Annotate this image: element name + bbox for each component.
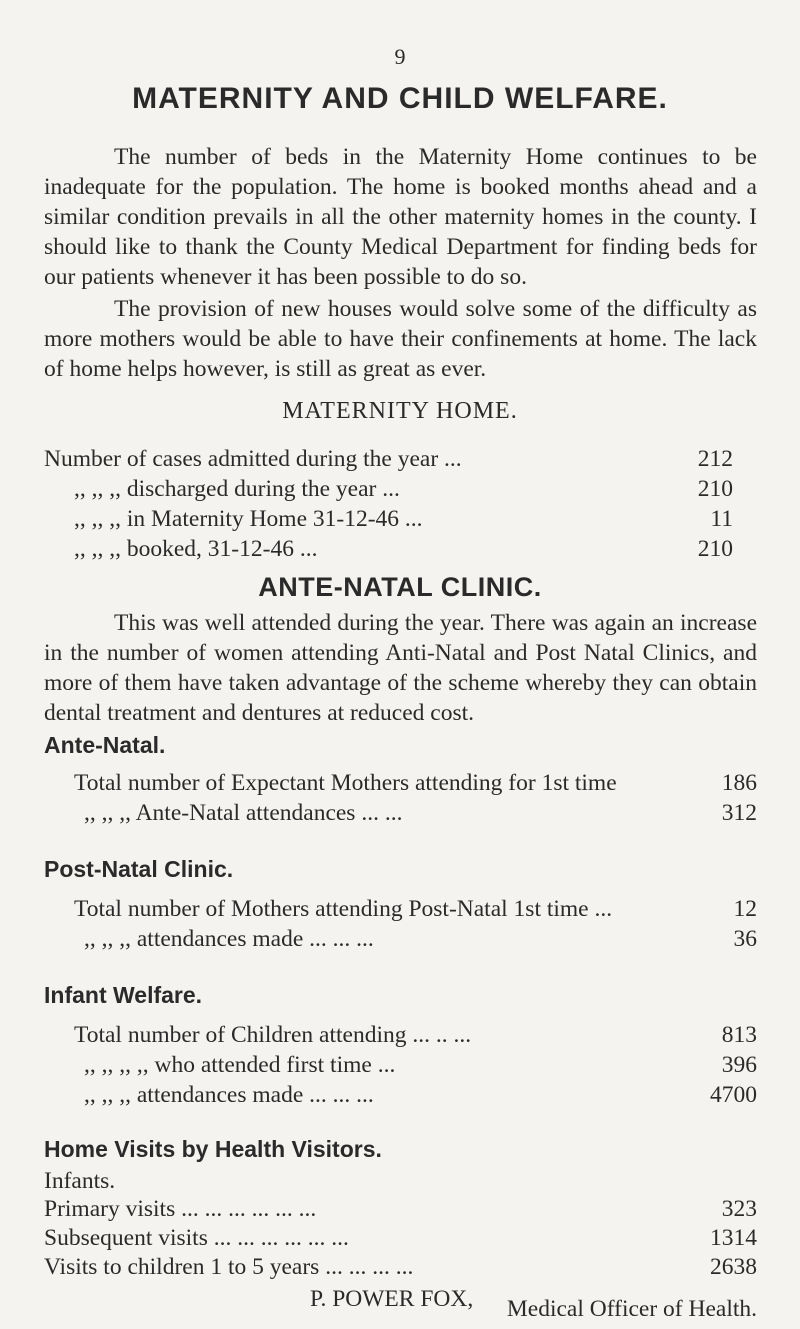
row-label: ,, ,, ,, discharged during the year ... — [74, 476, 400, 502]
ante-natal-clinic-heading: ANTE-NATAL CLINIC. — [258, 572, 542, 602]
signature-role: Medical Officer of Health. — [506, 1296, 757, 1322]
row-value: 323 — [721, 1196, 757, 1222]
infant-welfare-row — [44, 1050, 757, 1080]
page-title: MATERNITY AND CHILD WELFARE. — [132, 82, 668, 115]
ante-natal-heading: Ante-Natal. — [44, 732, 166, 758]
row-value: 186 — [721, 770, 757, 796]
row-value: 396 — [721, 1052, 757, 1078]
ante-natal-clinic-paragraph: This was well attended during the year. There was again an increase in the number of women attending Anti-Natal and Post Natal Clinics, and more of them have taken advantage of the scheme whereby they can obtain dental treatment and dentures at reduced cost. — [44, 610, 757, 726]
intro-paragraph-2: The provision of new houses would solve some of the difficulty as more mothers would be able to have their confinements at home. The lack of home helps however, is still as great as ever. — [44, 296, 757, 382]
row-label: ,, ,, ,, ,, who attended first time ... — [84, 1052, 396, 1078]
row-label: Visits to children 1 to 5 years ... ... ... ... — [44, 1254, 414, 1280]
row-label: ,, ,, ,, Ante-Natal attendances ... ... — [84, 800, 403, 826]
home-visits-row — [44, 1194, 757, 1224]
post-natal-row — [44, 924, 757, 954]
home-visits-subheading — [44, 1166, 757, 1196]
home-visits-row — [44, 1223, 757, 1253]
post-natal-row — [44, 894, 757, 924]
page-number: 9 — [394, 44, 406, 69]
row-label: Total number of Mothers attending Post-Natal 1st time ... — [74, 896, 613, 922]
maternity-home-heading: MATERNITY HOME. — [282, 398, 518, 424]
row-value: 210 — [697, 536, 733, 562]
row-label: Subsequent visits ... ... ... ... ... ... — [44, 1225, 349, 1251]
maternity-home-row — [44, 534, 757, 564]
maternity-home-row — [44, 474, 757, 504]
row-value: 210 — [697, 476, 733, 502]
row-label: Total number of Expectant Mothers attending for 1st time — [74, 770, 617, 796]
row-label: Primary visits ... ... ... ... ... ... — [44, 1196, 317, 1222]
row-value: 4700 — [710, 1082, 757, 1108]
infant-welfare-row — [44, 1020, 757, 1050]
intro-paragraph-1: The number of beds in the Maternity Home continues to be inadequate for the population. The home is booked months ahead and a similar condition prevails in all the other maternity homes in the county. I should like to thank the County Medical Department for finding beds for our patients whenever it has been possible to do so. — [44, 144, 757, 290]
infant-welfare-heading: Infant Welfare. — [44, 982, 203, 1008]
post-natal-heading: Post-Natal Clinic. — [44, 856, 234, 882]
signature-name: P. POWER FOX, — [310, 1286, 474, 1312]
infant-welfare-row — [44, 1080, 757, 1110]
row-value: 1314 — [710, 1225, 757, 1251]
row-label: Number of cases admitted during the year ... — [44, 446, 462, 472]
maternity-home-row — [44, 504, 757, 534]
row-value: 36 — [733, 926, 757, 952]
row-value: 2638 — [710, 1254, 757, 1280]
row-value: 813 — [721, 1022, 757, 1048]
row-value: 11 — [710, 506, 733, 532]
ante-natal-row — [44, 768, 757, 798]
subheading-label: Infants. — [44, 1168, 116, 1194]
row-label: ,, ,, ,, attendances made ... ... ... — [84, 1082, 374, 1108]
row-value: 312 — [721, 800, 757, 826]
home-visits-heading: Home Visits by Health Visitors. — [44, 1136, 382, 1162]
row-value: 12 — [733, 896, 757, 922]
home-visits-row — [44, 1252, 757, 1282]
row-label: ,, ,, ,, attendances made ... ... ... — [84, 926, 374, 952]
row-value: 212 — [697, 446, 733, 472]
row-label: ,, ,, ,, in Maternity Home 31-12-46 ... — [74, 506, 423, 532]
maternity-home-row — [44, 444, 757, 474]
row-label: ,, ,, ,, booked, 31-12-46 ... — [74, 536, 318, 562]
ante-natal-row — [44, 798, 757, 828]
row-label: Total number of Children attending ... .. ... — [74, 1022, 472, 1048]
